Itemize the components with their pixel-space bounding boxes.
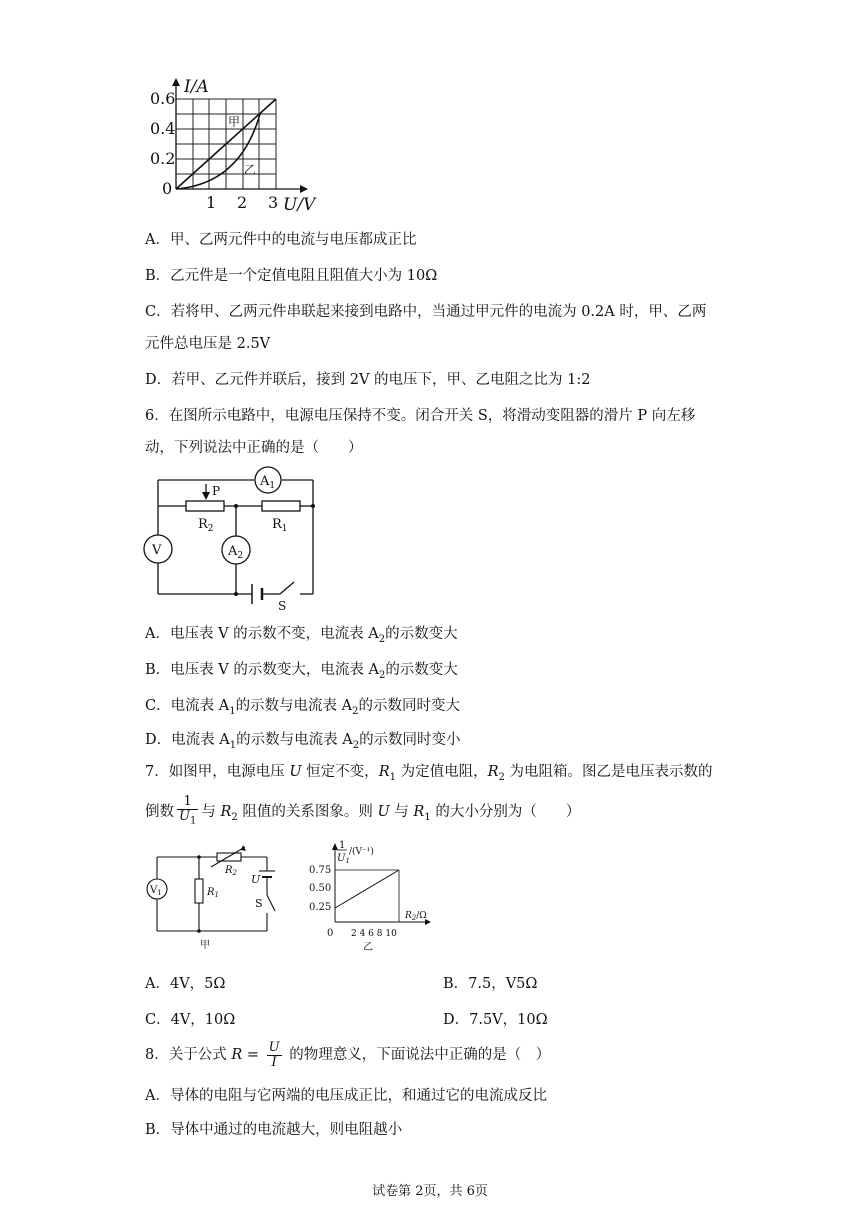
u-label: U xyxy=(251,873,261,886)
y-axis-label: I/A xyxy=(184,77,209,97)
x-ticks: 2 4 6 8 10 xyxy=(351,929,397,939)
x-tick: 3 xyxy=(268,193,279,212)
q7-stem-line1: 7．如图甲，电源电压 U 恒定不变，$R_1$ 为定值电阻，$R_2$ 为电阻箱。图乙是电压表示数的 xyxy=(145,764,713,783)
q5-option-b: B．乙元件是一个定值电阻且阻值大小为 10Ω xyxy=(145,268,438,284)
y-label-num: 1 xyxy=(339,840,346,851)
x-axis-label: U/V xyxy=(283,195,316,214)
x-tick: 1 xyxy=(206,193,217,212)
q6-option-c: C．电流表 $A_1$的示数与电流表 $A_2$的示数同时变大 xyxy=(145,698,461,717)
ammeter-a1-label: $A_1$ xyxy=(260,474,276,491)
q7-graph-yi xyxy=(305,838,445,954)
s-label: S xyxy=(255,897,263,910)
q6-stem-line1: 6．在图所示电路中，电源电压保持不变。闭合开关 S，将滑动变阻器的滑片 P 向左移 xyxy=(145,408,696,424)
q8-option-a: A．导体的电阻与它两端的电压成正比，和通过它的电流成反比 xyxy=(145,1088,547,1104)
fraction-u-over-i: $\frac{U}{I}$ xyxy=(268,1039,280,1070)
r1-label: $R_1$ xyxy=(207,887,219,899)
q8-option-b: B．导体中通过的电流越大，则电阻越小 xyxy=(145,1122,403,1138)
q5-option-a: A．甲、乙两元件中的电流与电压都成正比 xyxy=(145,232,417,248)
q7-option-a: A．4V，5Ω xyxy=(145,976,226,992)
x-tick: 2 xyxy=(237,193,248,212)
y-tick: 0.2 xyxy=(150,149,176,168)
voltmeter-label: V xyxy=(152,543,162,558)
r2-label: $R_2$ xyxy=(198,517,214,534)
switch-s-label: S xyxy=(278,599,287,612)
q6-stem-line2: 动，下列说法中正确的是（ ） xyxy=(145,440,363,456)
q7-circuit-jia xyxy=(145,845,285,953)
y-label-den: $U_1$ xyxy=(337,853,350,865)
y-tick: 0 xyxy=(162,179,173,198)
label-yi: 乙 xyxy=(244,163,257,177)
label-jia: 甲 xyxy=(228,115,241,129)
q6-option-a: A．电压表 V 的示数不变，电流表 $A_2$的示数变大 xyxy=(145,626,458,645)
q7-stem-line2: 倒数 $\frac{1}{U_1}$ 与 $R_2$ 阻值的关系图象。则 U 与 $R_1$ 的大小分别为（ ） xyxy=(145,794,581,827)
fraction-1-over-u1: $\frac{1}{U_1}$ xyxy=(179,794,197,827)
q6-option-b: B．电压表 V 的示数变大，电流表 $A_2$的示数变大 xyxy=(145,662,458,681)
x-label: $R_2/\Omega$ xyxy=(405,911,427,922)
q5-option-c-line2: 元件总电压是 2.5V xyxy=(145,336,271,352)
y-tick: 0.50 xyxy=(309,883,332,894)
q5-option-c-line1: C．若将甲、乙两元件串联起来接到电路中，当通过甲元件的电流为 0.2A 时，甲、乙两 xyxy=(145,304,707,320)
y-tick: 0.4 xyxy=(150,119,176,138)
q7-option-c: C．4V，10Ω xyxy=(145,1012,236,1028)
q7-option-d: D．7.5V，10Ω xyxy=(443,1012,548,1028)
y-tick: 0.75 xyxy=(309,865,332,876)
r2-label: $R_2$ xyxy=(225,865,237,877)
q5-option-d: D．若甲、乙元件并联后，接到 2V 的电压下，甲、乙电阻之比为 1:2 xyxy=(145,372,591,388)
iu-graph xyxy=(140,74,330,214)
y-unit: /(V⁻¹) xyxy=(349,847,374,857)
caption-yi: 乙 xyxy=(363,942,373,953)
y-tick: 0.25 xyxy=(309,902,332,913)
q6-circuit-diagram xyxy=(140,462,330,612)
y-tick: 0.6 xyxy=(150,89,176,108)
q6-option-d: D．电流表 $A_1$的示数与电流表 $A_2$的示数同时变小 xyxy=(145,732,461,751)
ammeter-a2-label: $A_2$ xyxy=(228,544,244,561)
v1-label: $V_1$ xyxy=(150,885,162,897)
q8-stem: 8．关于公式 R = $\frac{U}{I}$ 的物理意义，下面说法中正确的是（ ） xyxy=(145,1039,551,1070)
r1-label: $R_1$ xyxy=(272,517,288,534)
q7-option-b: B．7.5，V5Ω xyxy=(443,976,538,992)
slider-p-label: P xyxy=(212,484,221,498)
caption-jia: 甲 xyxy=(200,940,210,951)
page-footer: 试卷第 2页，共 6页 xyxy=(372,1184,488,1199)
origin-label: 0 xyxy=(327,928,334,939)
